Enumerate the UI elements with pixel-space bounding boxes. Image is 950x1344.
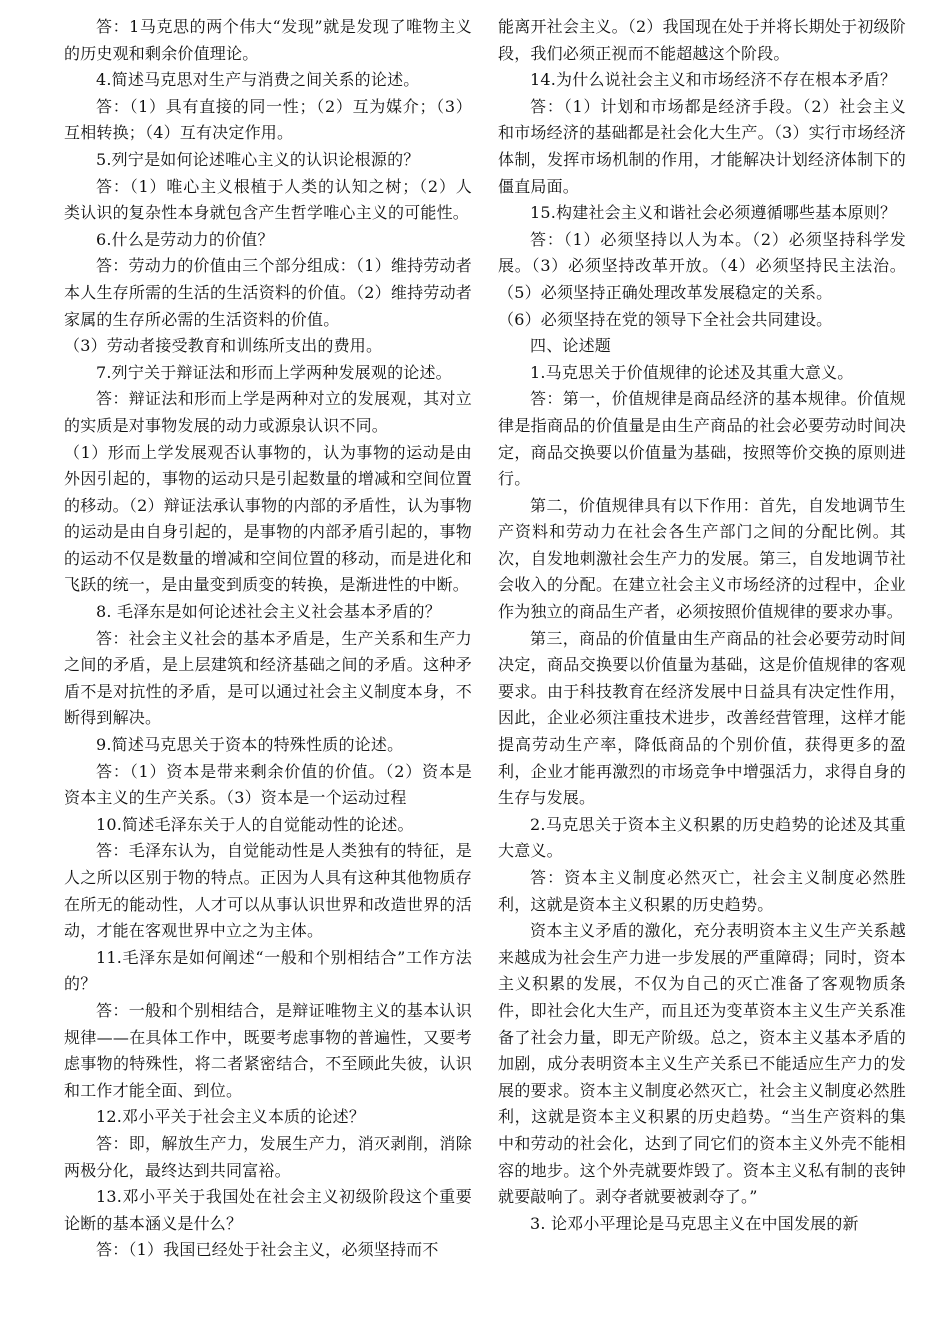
right-paragraph: （6）必须坚持在党的领导下全社会共同建设。 [498, 309, 833, 329]
left-paragraph: 答：一般和个别相结合，是辩证唯物主义的基本认识规律——在具体工作中，既要考虑事物的普遍性，又要考虑事物的特殊性，将二者紧密结合，不至顾此失彼，认识和工作才能全面、到位。 [64, 1000, 472, 1100]
right-paragraph: 能离开社会主义。（2）我国现在处于并将长期处于初级阶段，我们必须正视而不能超越这个阶段。 [498, 17, 906, 63]
left-paragraph: （3）劳动者接受教育和训练所支出的费用。 [64, 336, 383, 356]
right-paragraph: 2.马克思关于资本主义积累的历史趋势的论述及其重大意义。 [498, 814, 906, 861]
right-paragraph: 3. 论邓小平理论是马克思主义在中国发展的新 [530, 1213, 859, 1233]
left-paragraph: 7.列宁关于辩证法和形而上学两种发展观的论述。 [96, 362, 452, 382]
left-paragraph: 答：劳动力的价值由三个部分组成：（1）维持劳动者本人生存所需的生活的生活资料的价值。（2）维持劳动者家属的生存所必需的生活资料的价值。 [64, 256, 472, 329]
left-paragraph: 11.毛泽东是如何阐述“一般和个别相结合”工作方法的？ [64, 947, 472, 994]
left-paragraph: 答：（1）资本是带来剩余价值的价值。（2）资本是资本主义的生产关系。（3）资本是一个运动过程 [64, 761, 472, 808]
left-paragraph: 13.邓小平关于我国处在社会主义初级阶段这个重要论断的基本涵义是什么？ [64, 1187, 472, 1233]
right-paragraph: 1.马克思关于价值规律的论述及其重大意义。 [530, 362, 854, 382]
left-paragraph: 4.简述马克思对生产与消费之间关系的论述。 [96, 70, 420, 90]
left-paragraph: 答：辩证法和形而上学是两种对立的发展观，其对立的实质是对事物发展的动力或源泉认识不同。 [64, 389, 472, 435]
left-paragraph: 5.列宁是如何论述唯心主义的认识论根源的？ [96, 149, 420, 169]
left-paragraph: 6.什么是劳动力的价值？ [96, 229, 274, 249]
left-column [64, 14, 472, 1264]
left-paragraph: 答：即，解放生产力，发展生产力，消灭剥削，消除两极分化，最终达到共同富裕。 [64, 1133, 472, 1180]
left-paragraph: 12.邓小平关于社会主义本质的论述？ [96, 1107, 366, 1127]
left-paragraph: 8. 毛泽东是如何论述社会主义社会基本矛盾的？ [96, 602, 441, 622]
right-paragraph: 答：（1）计划和市场都是经济手段。（2）社会主义和市场经济的基础都是社会化大生产。（3）实行市场经济体制，发挥市场机制的作用，才能解决计划经济体制下的僵直局面。 [498, 96, 906, 196]
left-paragraph: 9.简述马克思关于资本的特殊性质的论述。 [96, 735, 404, 755]
right-column [498, 14, 906, 1237]
right-paragraph: 14.为什么说社会主义和市场经济不存在根本矛盾？ [530, 70, 897, 90]
left-paragraph: 答：（1）唯心主义根植于人类的认知之树；（2）人类认识的复杂性本身就包含产生哲学唯心主义的可能性。 [64, 176, 472, 223]
right-paragraph: 15.构建社会主义和谐社会必须遵循哪些基本原则？ [530, 203, 897, 223]
right-paragraph: 第二，价值规律具有以下作用：首先，自发地调节生产资料和劳动力在社会各生产部门之间的分配比例。其次，自发地刺激社会生产力的发展。第三，自发地调节社会收入的分配。在建立社会主义市场经济的过程中，企业作为独立的商品生产者，必须按照价值规律的要求办事。 [498, 495, 906, 622]
right-paragraph: 答：第一，价值规律是商品经济的基本规律。价值规律是指商品的价值量是由生产商品的社会必要劳动时间决定，商品交换要以价值量为基础，按照等价交换的原则进行。 [498, 389, 906, 489]
left-paragraph: （1）形而上学发展观否认事物的，认为事物的运动是由外因引起的，事物的运动只是引起数量的增减和空间位置的移动。（2）辩证法承认事物的内部的矛盾性，认为事物的运动是由自身引起的，是事物的内部矛盾引起的，事物的运动不仅是数量的增减和空间位置的移动，而是进化和飞跃的统一，是由量变到质变的转换，是渐进性的中断。 [64, 442, 472, 595]
left-paragraph: 10.简述毛泽东关于人的自觉能动性的论述。 [96, 814, 414, 834]
left-paragraph: 答：（1）具有直接的同一性；（2）互为媒介；（3）互相转换；（4）互有决定作用。 [64, 96, 472, 143]
left-paragraph: 答：1马克思的两个伟大“发现”就是发现了唯物主义的历史观和剩余价值理论。 [64, 17, 472, 63]
right-paragraph: 答：资本主义制度必然灭亡，社会主义制度必然胜利，这就是资本主义积累的历史趋势。 [498, 868, 906, 914]
left-paragraph: 答：（1）我国已经处于社会主义，必须坚持而不 [96, 1240, 439, 1260]
left-paragraph: 答：毛泽东认为，自觉能动性是人类独有的特征，是人之所以区别于物的特点。正因为人具有这种其他物质存在所无的能动性，人才可以从事认识世界和改造世界的活动，才能在客观世界中立之为主体。 [64, 841, 472, 941]
left-paragraph: 答：社会主义社会的基本矛盾是，生产关系和生产力之间的矛盾，是上层建筑和经济基础之间的矛盾。这种矛盾不是对抗性的矛盾，是可以通过社会主义制度本身，不断得到解决。 [64, 628, 472, 728]
right-paragraph: 答：（1）必须坚持以人为本。（2）必须坚持科学发展。（3）必须坚持改革开放。（4）必须坚持民主法治。（5）必须坚持正确处理改革发展稳定的关系。 [498, 229, 906, 302]
right-paragraph: 四、论述题 [530, 336, 612, 356]
right-paragraph: 第三，商品的价值量由生产商品的社会必要劳动时间决定，商品交换要以价值量为基础，这是价值规律的客观要求。由于科技教育在经济发展中日益具有决定性作用，因此，企业必须注重技术进步，改善经营管理，这样才能提高劳动生产率，降低商品的个别价值，获得更多的盈利，企业才能再激烈的市场竞争中增强活力，求得自身的生存与发展。 [498, 628, 906, 808]
right-paragraph: 资本主义矛盾的激化，充分表明资本主义生产关系越来越成为社会生产力进一步发展的严重障碍；同时，资本主义积累的发展，不仅为自己的灭亡准备了客观物质条件，即社会化大生产，而且还为变革资本主义生产关系准备了社会力量，即无产阶级。总之，资本主义基本矛盾的加剧，成分表明资本主义生产关系已不能适应生产力的发展的要求。资本主义制度必然灭亡，社会主义制度必然胜利，这就是资本主义积累的历史趋势。“当生产资料的集中和劳动的社会化，达到了同它们的资本主义外壳不能相容的地步。这个外壳就要炸毁了。资本主义私有制的丧钟就要敲响了。剥夺者就要被剥夺了。” [498, 921, 906, 1207]
